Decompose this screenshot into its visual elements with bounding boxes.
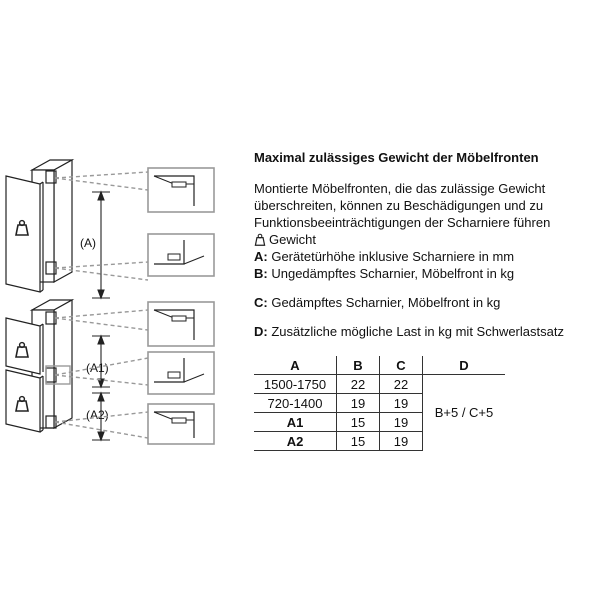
table-cell: 720-1400 xyxy=(254,394,337,413)
legend-c-key: C: xyxy=(254,295,268,310)
table-cell: 22 xyxy=(337,375,380,394)
detail-box-2 xyxy=(148,234,214,276)
intro-text xyxy=(254,180,594,265)
table-cell: 19 xyxy=(380,394,423,413)
table-cell: 1500-1750 xyxy=(254,375,337,394)
legend-a-key: A: xyxy=(254,249,268,264)
weight-table xyxy=(254,356,505,451)
legend-d-key: D: xyxy=(254,324,268,339)
intro-line: Funktionsbeeinträchtigungen der Scharniere führen xyxy=(254,215,551,230)
table-cell-d: B+5 / C+5 xyxy=(423,375,506,451)
table-cell: A1 xyxy=(254,413,337,432)
table-row xyxy=(254,375,505,394)
table-cell: 15 xyxy=(337,432,380,451)
table-header: C xyxy=(380,356,423,375)
legend-c-text: Gedämpftes Scharnier, Möbelfront in kg xyxy=(271,295,501,310)
weight-legend xyxy=(254,231,594,248)
table-header-row xyxy=(254,356,505,375)
legend-d-text: Zusätzliche mögliche Last in kg mit Schwerlastsatz xyxy=(271,324,564,339)
table-header: A xyxy=(254,356,337,375)
weight-icon xyxy=(254,233,266,246)
legend-c xyxy=(254,295,500,310)
table-cell: 19 xyxy=(380,413,423,432)
legend-a xyxy=(254,248,594,265)
table-cell: 15 xyxy=(337,413,380,432)
legend-b xyxy=(254,266,514,281)
detail-box-4 xyxy=(148,352,214,394)
legend-d xyxy=(254,324,564,339)
intro-line: Montierte Möbelfronten, die das zulässige Gewicht xyxy=(254,181,546,196)
table-cell: A2 xyxy=(254,432,337,451)
legend-b-text: Ungedämpftes Scharnier, Möbelfront in kg xyxy=(271,266,515,281)
dimension-a1-label: (A1) xyxy=(86,361,109,375)
table-header: B xyxy=(337,356,380,375)
intro-line: überschreiten, können zu Beschädigungen und zu xyxy=(254,198,544,213)
table-cell: 19 xyxy=(380,432,423,451)
dimension-a2-label: (A2) xyxy=(86,408,109,422)
detail-box-5 xyxy=(148,404,214,444)
weight-label: Gewicht xyxy=(269,232,316,247)
legend-a-text: Gerätetürhöhe inklusive Scharniere in mm xyxy=(271,249,515,264)
upper-appliance-illustration xyxy=(6,160,72,292)
page-title: Maximal zulässiges Gewicht der Möbelfronten xyxy=(254,150,539,165)
table-cell: 22 xyxy=(380,375,423,394)
detail-box-3 xyxy=(148,302,214,346)
detail-box-1 xyxy=(148,168,214,212)
legend-b-key: B: xyxy=(254,266,268,281)
table-cell: 19 xyxy=(337,394,380,413)
dimension-a-label: (A) xyxy=(80,236,96,250)
table-header: D xyxy=(423,356,506,375)
dimension-a1-arrow xyxy=(92,336,110,440)
